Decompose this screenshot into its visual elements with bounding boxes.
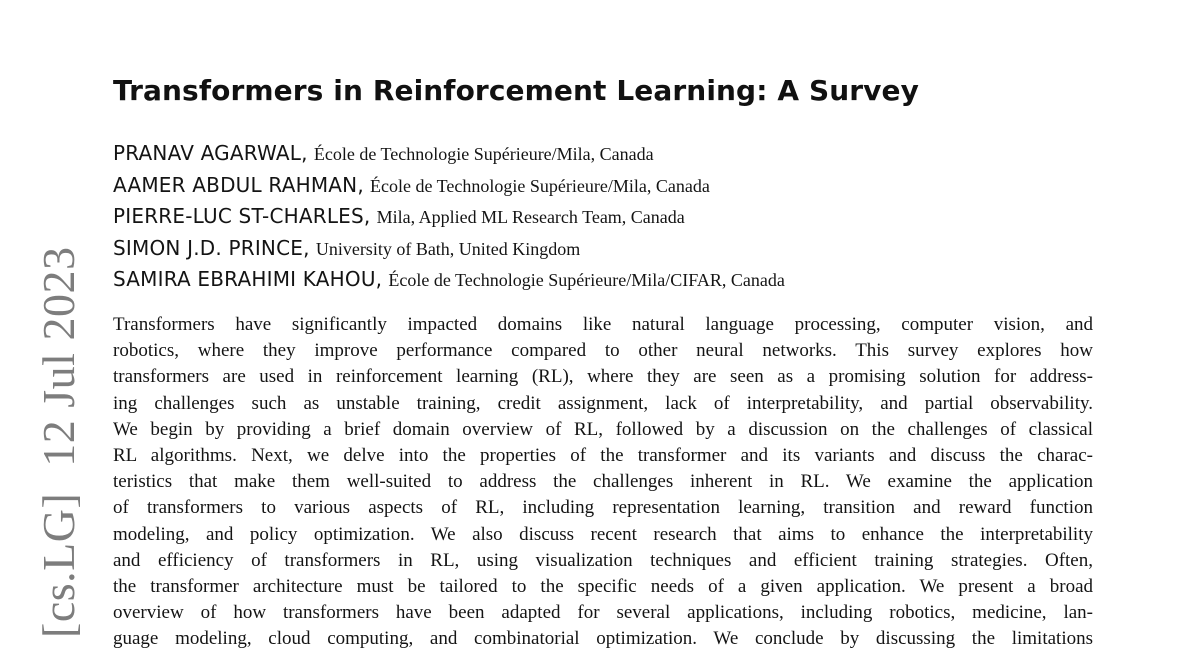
- arxiv-stamp-text: [24, 228, 94, 638]
- arxiv-category: [cs.LG]: [33, 492, 84, 638]
- abstract-line: the transformer architecture must be tailored to the specific needs of a given application. We present a broad: [113, 575, 1093, 597]
- author-row: SIMON J.D. PRINCE, University of Bath, United Kingdom: [113, 235, 581, 260]
- author-name: AAMER ABDUL RAHMAN: [113, 172, 358, 197]
- author-name: SAMIRA EBRAHIMI KAHOU: [113, 267, 376, 291]
- abstract-line: RL algorithms. Next, we delve into the properties of the transformer and its variants and discuss the charac-: [113, 444, 1093, 466]
- author-affiliation: École de Technologie Supérieure/Mila, Canada: [370, 175, 710, 196]
- author-row: PIERRE-LUC ST-CHARLES, Mila, Applied ML Research Team, Canada: [113, 204, 685, 228]
- author-affiliation: École de Technologie Supérieure/Mila, Canada: [313, 144, 654, 164]
- author-name: PRANAV AGARWAL: [113, 141, 302, 165]
- paper-title: Transformers in Reinforcement Learning: A Survey: [113, 74, 919, 107]
- author-list: [113, 138, 1113, 296]
- abstract-line: overview of how transformers have been adapted for several applications, including robotics, medicine, lan-: [113, 602, 1093, 624]
- abstract-line: of transformers to various aspects of RL, including representation learning, transition and reward function: [113, 497, 1093, 519]
- abstract-line: We begin by providing a brief domain overview of RL, followed by a discussion on the challenges of classical: [113, 418, 1093, 440]
- abstract-line: transformers are used in reinforcement learning (RL), where they are seen as a promising solution for address-: [113, 366, 1093, 388]
- author-row: SAMIRA EBRAHIMI KAHOU, École de Technologie Supérieure/Mila/CIFAR, Canada: [113, 267, 785, 291]
- author-row: AAMER ABDUL RAHMAN, École de Technologie Supérieure/Mila, Canada: [113, 172, 710, 197]
- abstract-line: guage modeling, cloud computing, and combinatorial optimization. We conclude by discussing the limitations: [113, 628, 1093, 648]
- author-affiliation: Mila, Applied ML Research Team, Canada: [376, 207, 685, 227]
- abstract-line: robotics, where they improve performance compared to other neural networks. This survey explores how: [113, 340, 1093, 362]
- author-row: PRANAV AGARWAL, École de Technologie Supérieure/Mila, Canada: [113, 141, 654, 165]
- abstract-line: teristics that make them well-suited to address the challenges inherent in RL. We examine the application: [113, 471, 1093, 493]
- abstract-line: ing challenges such as unstable training, credit assignment, lack of interpretability, and partial observability.: [113, 392, 1093, 414]
- abstract: [113, 312, 1093, 648]
- author-name: SIMON J.D. PRINCE: [113, 235, 304, 260]
- abstract-line: Transformers have significantly impacted domains like natural language processing, computer vision, and: [113, 314, 1093, 335]
- arxiv-side-stamp: [24, 228, 94, 638]
- arxiv-date: 12 Jul 2023: [33, 246, 84, 467]
- abstract-line: modeling, and policy optimization. We also discuss recent research that aims to enhance the interpretability: [113, 523, 1093, 545]
- author-name: PIERRE-LUC ST-CHARLES: [113, 204, 364, 228]
- abstract-line: and efficiency of transformers in RL, using visualization techniques and efficient training strategies. Often,: [113, 549, 1093, 571]
- author-affiliation: École de Technologie Supérieure/Mila/CIFAR, Canada: [388, 270, 785, 290]
- author-affiliation: University of Bath, United Kingdom: [315, 238, 581, 259]
